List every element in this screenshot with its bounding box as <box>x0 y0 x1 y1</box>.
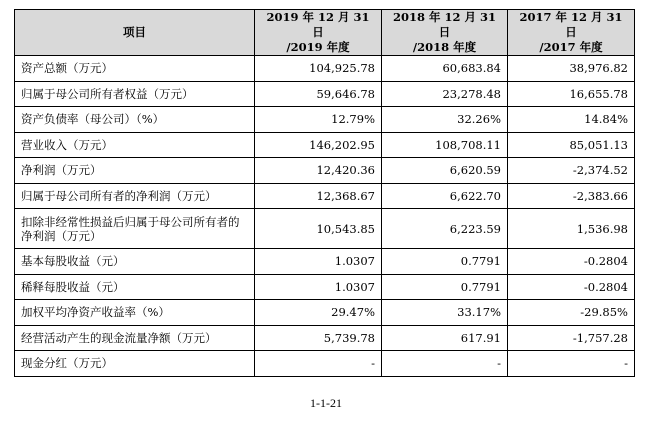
table-row <box>15 274 635 300</box>
header-2017 <box>508 10 635 56</box>
table-row <box>15 325 635 351</box>
cell-2018: 33.17% <box>382 300 508 326</box>
cell-2018: 6,622.70 <box>382 183 508 209</box>
header-item-label: 项目 <box>123 25 146 39</box>
cell-2018: 0.7791 <box>382 274 508 300</box>
table-row <box>15 209 635 249</box>
header-item <box>15 10 255 56</box>
cell-2017: 85,051.13 <box>508 132 635 158</box>
cell-2019: 5,739.78 <box>255 325 382 351</box>
row-label: 归属于母公司所有者权益（万元） <box>15 81 255 107</box>
cell-2019: - <box>255 351 382 377</box>
table-row <box>15 183 635 209</box>
table-row <box>15 249 635 275</box>
cell-2017: -2,383.66 <box>508 183 635 209</box>
cell-2019: 12,368.67 <box>255 183 382 209</box>
cell-2017: -1,757.28 <box>508 325 635 351</box>
table-header <box>15 10 635 56</box>
cell-2017: 1,536.98 <box>508 209 635 249</box>
financial-summary-table <box>14 9 635 377</box>
cell-2017: -29.85% <box>508 300 635 326</box>
header-2019-date: 2019 年 12 月 31 日 <box>266 10 370 39</box>
cell-2018: 23,278.48 <box>382 81 508 107</box>
page-number: 1-1-21 <box>310 396 342 410</box>
cell-2018: - <box>382 351 508 377</box>
row-label: 稀释每股收益（元） <box>15 274 255 300</box>
row-label: 现金分红（万元） <box>15 351 255 377</box>
cell-2018: 60,683.84 <box>382 56 508 82</box>
row-label: 净利润（万元） <box>15 158 255 184</box>
table-row <box>15 300 635 326</box>
cell-2019: 12.79% <box>255 107 382 133</box>
cell-2018: 108,708.11 <box>382 132 508 158</box>
row-label: 加权平均净资产收益率（%） <box>15 300 255 326</box>
cell-2019: 59,646.78 <box>255 81 382 107</box>
table-row <box>15 132 635 158</box>
cell-2019: 1.0307 <box>255 274 382 300</box>
cell-2018: 32.26% <box>382 107 508 133</box>
header-2017-year: /2017 年度 <box>539 40 603 54</box>
row-label: 资产负债率（母公司）（%） <box>15 107 255 133</box>
table-body <box>15 56 635 377</box>
row-label: 扣除非经常性损益后归属于母公司所有者的净利润（万元） <box>15 209 255 249</box>
cell-2017: -0.2804 <box>508 249 635 275</box>
table-row <box>15 107 635 133</box>
header-2018 <box>382 10 508 56</box>
header-2017-date: 2017 年 12 月 31 日 <box>519 10 623 39</box>
row-label: 经营活动产生的现金流量净额（万元） <box>15 325 255 351</box>
table-row <box>15 158 635 184</box>
row-label: 归属于母公司所有者的净利润（万元） <box>15 183 255 209</box>
cell-2019: 12,420.36 <box>255 158 382 184</box>
cell-2019: 146,202.95 <box>255 132 382 158</box>
cell-2018: 6,223.59 <box>382 209 508 249</box>
header-2019 <box>255 10 382 56</box>
table-row <box>15 81 635 107</box>
cell-2017: 38,976.82 <box>508 56 635 82</box>
row-label: 基本每股收益（元） <box>15 249 255 275</box>
cell-2018: 0.7791 <box>382 249 508 275</box>
table-row <box>15 351 635 377</box>
header-2019-year: /2019 年度 <box>286 40 350 54</box>
cell-2019: 1.0307 <box>255 249 382 275</box>
cell-2018: 6,620.59 <box>382 158 508 184</box>
cell-2017: - <box>508 351 635 377</box>
cell-2017: 14.84% <box>508 107 635 133</box>
table-row <box>15 56 635 82</box>
header-2018-date: 2018 年 12 月 31 日 <box>392 10 497 39</box>
cell-2017: 16,655.78 <box>508 81 635 107</box>
cell-2019: 104,925.78 <box>255 56 382 82</box>
cell-2017: -2,374.52 <box>508 158 635 184</box>
row-label: 资产总额（万元） <box>15 56 255 82</box>
cell-2019: 29.47% <box>255 300 382 326</box>
cell-2019: 10,543.85 <box>255 209 382 249</box>
row-label: 营业收入（万元） <box>15 132 255 158</box>
header-2018-year: /2018 年度 <box>412 40 477 54</box>
header-row <box>15 10 635 56</box>
cell-2018: 617.91 <box>382 325 508 351</box>
cell-2017: -0.2804 <box>508 274 635 300</box>
